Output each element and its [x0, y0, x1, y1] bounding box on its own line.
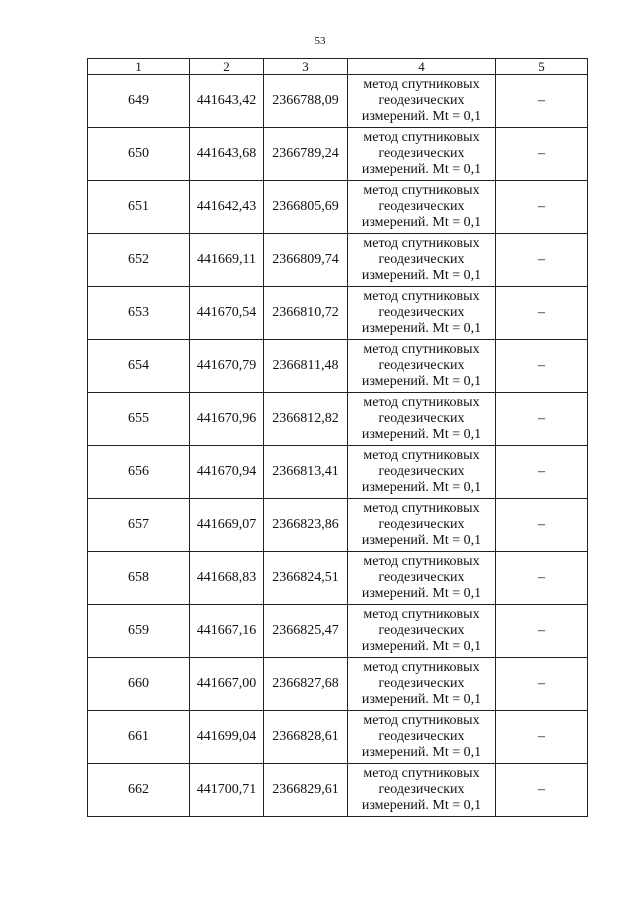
- table-row: [88, 287, 588, 340]
- coordinate-x: 441643,68: [190, 128, 264, 181]
- header-col-2: 2: [190, 59, 264, 75]
- method-line: метод спутниковых: [363, 607, 480, 622]
- method-line: измерений. Mt = 0,1: [361, 480, 482, 495]
- method-line: измерений. Mt = 0,1: [361, 692, 482, 707]
- table-row: [88, 128, 588, 181]
- note-dash: –: [496, 552, 588, 605]
- method-description: [348, 340, 496, 393]
- note-dash: –: [496, 75, 588, 128]
- coordinate-x: 441669,07: [190, 499, 264, 552]
- table-row: [88, 181, 588, 234]
- coordinate-y: 2366824,51: [264, 552, 348, 605]
- method-line: геодезических: [378, 464, 465, 479]
- method-line: измерений. Mt = 0,1: [361, 374, 482, 389]
- method-line: метод спутниковых: [363, 77, 480, 92]
- coordinate-y: 2366805,69: [264, 181, 348, 234]
- method-line: метод спутниковых: [363, 236, 480, 251]
- point-number: 659: [88, 605, 190, 658]
- table-row: [88, 234, 588, 287]
- coordinate-x: 441700,71: [190, 764, 264, 817]
- coordinate-y: 2366813,41: [264, 446, 348, 499]
- method-line: измерений. Mt = 0,1: [361, 798, 482, 813]
- method-line: измерений. Mt = 0,1: [361, 745, 482, 760]
- point-number: 650: [88, 128, 190, 181]
- table-row: [88, 340, 588, 393]
- method-line: метод спутниковых: [363, 130, 480, 145]
- coordinate-x: 441670,96: [190, 393, 264, 446]
- point-number: 654: [88, 340, 190, 393]
- coordinate-y: 2366829,61: [264, 764, 348, 817]
- table-row: [88, 499, 588, 552]
- method-line: измерений. Mt = 0,1: [361, 321, 482, 336]
- method-description: [348, 764, 496, 817]
- method-line: геодезических: [378, 305, 465, 320]
- method-description: [348, 499, 496, 552]
- method-line: геодезических: [378, 199, 465, 214]
- point-number: 653: [88, 287, 190, 340]
- coordinate-y: 2366810,72: [264, 287, 348, 340]
- method-line: измерений. Mt = 0,1: [361, 109, 482, 124]
- coordinate-x: 441670,54: [190, 287, 264, 340]
- note-dash: –: [496, 234, 588, 287]
- table-row: [88, 393, 588, 446]
- header-col-4: 4: [348, 59, 496, 75]
- method-line: измерений. Mt = 0,1: [361, 586, 482, 601]
- table-row: [88, 75, 588, 128]
- method-description: [348, 658, 496, 711]
- table-body: [88, 75, 588, 817]
- header-col-5: 5: [496, 59, 588, 75]
- point-number: 655: [88, 393, 190, 446]
- method-line: метод спутниковых: [363, 448, 480, 463]
- header-col-1: 1: [88, 59, 190, 75]
- point-number: 649: [88, 75, 190, 128]
- coordinate-y: 2366823,86: [264, 499, 348, 552]
- method-description: [348, 234, 496, 287]
- method-line: метод спутниковых: [363, 501, 480, 516]
- method-description: [348, 605, 496, 658]
- coordinate-y: 2366811,48: [264, 340, 348, 393]
- note-dash: –: [496, 393, 588, 446]
- method-line: метод спутниковых: [363, 713, 480, 728]
- note-dash: –: [496, 446, 588, 499]
- coordinate-x: 441668,83: [190, 552, 264, 605]
- note-dash: –: [496, 128, 588, 181]
- coordinate-x: 441699,04: [190, 711, 264, 764]
- method-line: геодезических: [378, 358, 465, 373]
- table-row: [88, 446, 588, 499]
- point-number: 651: [88, 181, 190, 234]
- method-line: измерений. Mt = 0,1: [361, 533, 482, 548]
- method-description: [348, 287, 496, 340]
- coordinate-x: 441667,16: [190, 605, 264, 658]
- coordinate-y: 2366809,74: [264, 234, 348, 287]
- note-dash: –: [496, 181, 588, 234]
- method-line: измерений. Mt = 0,1: [361, 639, 482, 654]
- point-number: 660: [88, 658, 190, 711]
- point-number: 656: [88, 446, 190, 499]
- method-line: геодезических: [378, 411, 465, 426]
- table-row: [88, 764, 588, 817]
- method-description: [348, 446, 496, 499]
- method-description: [348, 181, 496, 234]
- coordinate-x: 441642,43: [190, 181, 264, 234]
- coordinate-y: 2366827,68: [264, 658, 348, 711]
- note-dash: –: [496, 499, 588, 552]
- method-line: геодезических: [378, 93, 465, 108]
- point-number: 662: [88, 764, 190, 817]
- note-dash: –: [496, 287, 588, 340]
- method-line: измерений. Mt = 0,1: [361, 427, 482, 442]
- method-line: метод спутниковых: [363, 183, 480, 198]
- table-row: [88, 658, 588, 711]
- method-line: метод спутниковых: [363, 342, 480, 357]
- method-line: геодезических: [378, 782, 465, 797]
- point-number: 658: [88, 552, 190, 605]
- coordinate-y: 2366825,47: [264, 605, 348, 658]
- method-line: метод спутниковых: [363, 660, 480, 675]
- note-dash: –: [496, 711, 588, 764]
- method-description: [348, 711, 496, 764]
- note-dash: –: [496, 764, 588, 817]
- coordinate-x: 441670,94: [190, 446, 264, 499]
- method-line: геодезических: [378, 517, 465, 532]
- point-number: 661: [88, 711, 190, 764]
- method-line: метод спутниковых: [363, 395, 480, 410]
- coordinate-y: 2366788,09: [264, 75, 348, 128]
- method-line: геодезических: [378, 729, 465, 744]
- coordinates-table: [87, 58, 588, 817]
- note-dash: –: [496, 658, 588, 711]
- coordinate-x: 441670,79: [190, 340, 264, 393]
- method-line: геодезических: [378, 570, 465, 585]
- method-line: геодезических: [378, 146, 465, 161]
- method-description: [348, 552, 496, 605]
- method-line: измерений. Mt = 0,1: [361, 268, 482, 283]
- method-line: метод спутниковых: [363, 289, 480, 304]
- coordinate-x: 441643,42: [190, 75, 264, 128]
- point-number: 657: [88, 499, 190, 552]
- coordinate-x: 441669,11: [190, 234, 264, 287]
- method-description: [348, 75, 496, 128]
- table-row: [88, 552, 588, 605]
- method-line: геодезических: [378, 623, 465, 638]
- method-description: [348, 393, 496, 446]
- method-line: измерений. Mt = 0,1: [361, 162, 482, 177]
- method-line: геодезических: [378, 252, 465, 267]
- note-dash: –: [496, 340, 588, 393]
- method-line: измерений. Mt = 0,1: [361, 215, 482, 230]
- table-row: [88, 605, 588, 658]
- header-row: [88, 59, 588, 75]
- header-col-3: 3: [264, 59, 348, 75]
- point-number: 652: [88, 234, 190, 287]
- note-dash: –: [496, 605, 588, 658]
- coordinate-y: 2366812,82: [264, 393, 348, 446]
- table-row: [88, 711, 588, 764]
- method-line: метод спутниковых: [363, 766, 480, 781]
- method-description: [348, 128, 496, 181]
- page-number: 53: [314, 35, 326, 47]
- coordinate-y: 2366789,24: [264, 128, 348, 181]
- coordinate-y: 2366828,61: [264, 711, 348, 764]
- method-line: метод спутниковых: [363, 554, 480, 569]
- coordinate-x: 441667,00: [190, 658, 264, 711]
- method-line: геодезических: [378, 676, 465, 691]
